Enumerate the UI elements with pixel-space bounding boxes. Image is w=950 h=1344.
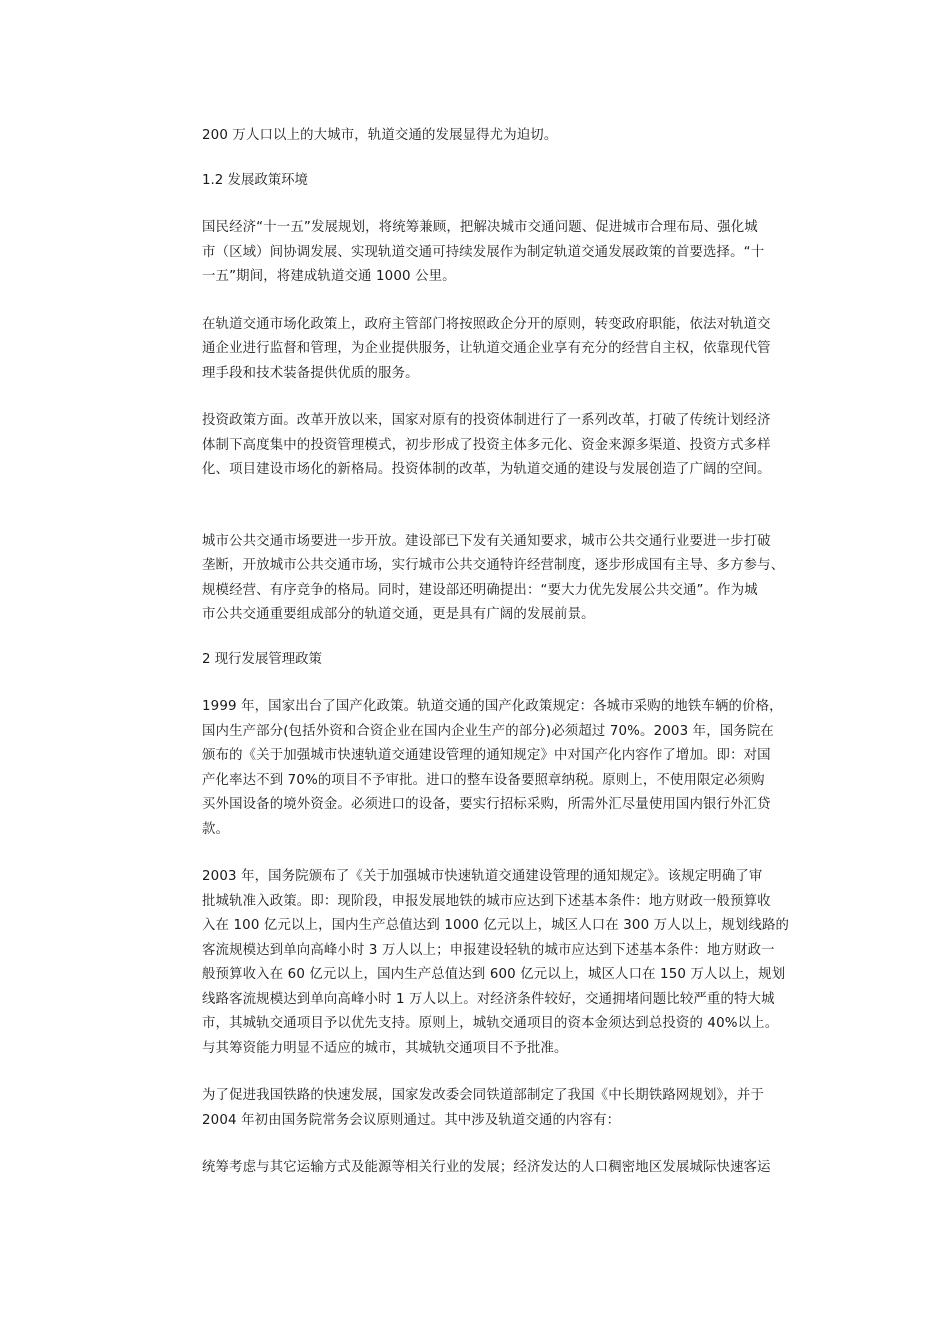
- text-line: 买外国设备的境外资金。必须进口的设备，要实行招标采购，所需外汇尽量使用国内银行外汇贷: [202, 797, 771, 812]
- text-line: 国内生产部分(包括外资和合资企业在国内企业生产的部分)必须超过 70%。2003 年，国务院在: [202, 723, 774, 739]
- text-line: 市，其城轨交通项目予以优先支持。原则上，城轨交通项目的资本金须达到总投资的 40%以上。: [202, 1016, 779, 1031]
- text-line: 客流规模达到单向高峰小时 3 万人以上；申报建设轻轨的城市应达到下述基本条件：地方财政一: [202, 942, 775, 958]
- text-line: 城市公共交通市场要进一步开放。建设部已下发有关通知要求，城市公共交通行业要进一步打破: [202, 533, 771, 549]
- paragraph-development-plan: [202, 216, 808, 290]
- text-line: 市（区域）间协调发展、实现轨道交通可持续发展作为制定轨道交通发展政策的首要选择。“十: [202, 244, 765, 260]
- text-line: 产化率达不到 70%的项目不予审批。进口的整车设备要照章纳税。原则上，不使用限定必须购: [202, 772, 765, 788]
- text-line: 理手段和技术装备提供优质的服务。: [202, 365, 419, 381]
- text-line: 颁布的《关于加强城市快速轨道交通建设管理的通知规定》中对国产化内容作了增加。即：对国: [202, 748, 771, 763]
- text-line: 通企业进行监督和管理，为企业提供服务，让轨道交通企业享有充分的经营自主权，依靠现代管: [202, 341, 771, 356]
- text-line: 款。: [202, 821, 230, 837]
- text-line: 规模经营、有序竞争的格局。同时，建设部还明确提出：“要大力优先发展公共交通”。作为城: [202, 582, 758, 598]
- text-line: 2003 年，国务院颁布了《关于加强城市快速轨道交通建设管理的通知规定》。该规定明确了审: [202, 869, 763, 884]
- text-line: 投资政策方面。改革开放以来，国家对原有的投资体制进行了一系列改革，打破了传统计划经济: [202, 413, 771, 428]
- text-line: 在轨道交通市场化政策上，政府主管部门将按照政企分开的原则，转变政府职能，依法对轨道交: [202, 316, 771, 332]
- paragraph-coordination: [202, 1156, 808, 1181]
- text-line: 入在 100 亿元以上，国内生产总值达到 1000 亿元以上，城区人口在 300 万人以上，规划线路的: [202, 918, 790, 933]
- text-line: 统筹考虑与其它运输方式及能源等相关行业的发展；经济发达的人口稠密地区发展城际快速客运: [202, 1160, 771, 1175]
- text-line: 市公共交通重要组成部分的轨道交通，更是具有广阔的发展前景。: [202, 607, 595, 622]
- paragraph-localization-1999: [202, 695, 808, 842]
- text-line: 垄断，开放城市公共交通市场，实行城市公共交通特许经营制度，逐步形成国有主导、多方参与、: [202, 558, 785, 573]
- text-line: 200 万人口以上的大城市，轨道交通的发展显得尤为迫切。: [202, 128, 558, 143]
- text-line: 国民经济“十一五”发展规划，将统筹兼顾，把解决城市交通问题、促进城市合理布局、强化城: [202, 220, 758, 235]
- text-line: 与其筹资能力明显不适应的城市，其城轨交通项目不予批准。: [202, 1040, 568, 1056]
- paragraph-public-transit: [202, 530, 808, 628]
- text-line: 为了促进我国铁路的快速发展，国家发改委会同铁道部制定了我国《中长期铁路网规划》，并于: [202, 1088, 765, 1103]
- paragraph-market-policy: [202, 313, 808, 387]
- text-line: 1999 年，国家出台了国产化政策。轨道交通的国产化政策规定：各城市采购的地铁车辆的价格，: [202, 699, 783, 714]
- text-line: 线路客流规模达到单向高峰小时 1 万人以上。对经济条件较好，交通拥堵问题比较严重的特大城: [202, 991, 775, 1007]
- section-heading-2: 2 现行发展管理政策: [202, 651, 322, 667]
- text-line: 般预算收入在 60 亿元以上，国内生产总值达到 600 亿元以上，城区人口在 150 万人以上，规划: [202, 967, 786, 982]
- paragraph-approval-2003: [202, 865, 808, 1061]
- section-heading-1-2: 1.2 发展政策环境: [202, 172, 308, 188]
- paragraph-investment-policy: [202, 409, 808, 483]
- paragraph-railway-plan: [202, 1084, 808, 1133]
- paragraph-intro: [202, 124, 808, 149]
- text-line: 体制下高度集中的投资管理模式，初步形成了投资主体多元化、资金来源多渠道、投资方式多样: [202, 437, 771, 453]
- text-line: 批城轨准入政策。即：现阶段，申报发展地铁的城市应达到下述基本条件：地方财政一般预算收: [202, 893, 771, 909]
- document-body: [202, 124, 808, 1181]
- text-line: 2004 年初由国务院常务会议原则通过。其中涉及轨道交通的内容有：: [202, 1112, 621, 1128]
- text-line: 一五”期间，将建成轨道交通 1000 公里。: [202, 269, 456, 284]
- text-line: 化、项目建设市场化的新格局。投资体制的改革，为轨道交通的建设与发展创造了广阔的空间。: [202, 462, 771, 477]
